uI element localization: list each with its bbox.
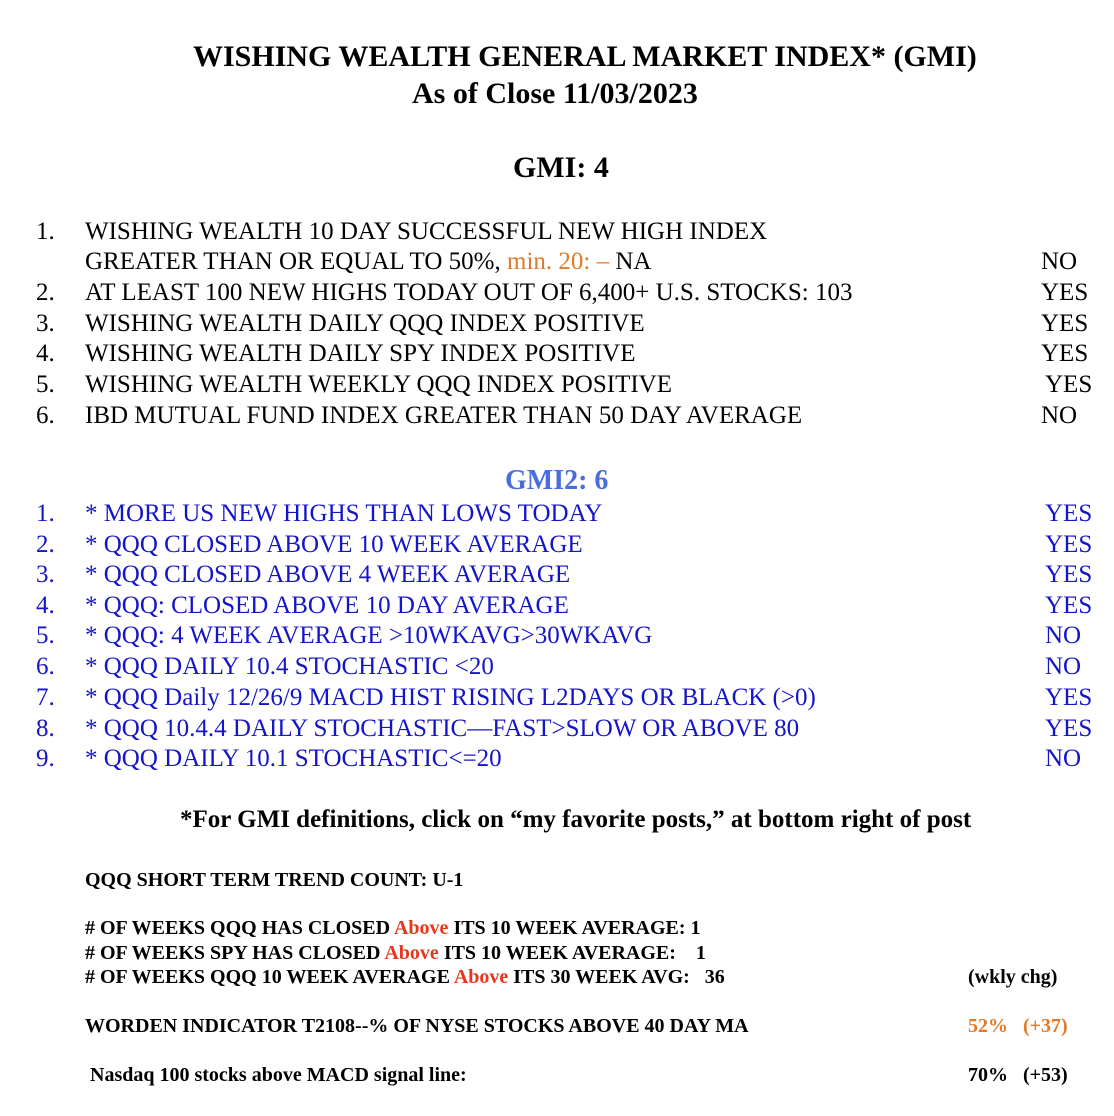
definitions-note: *For GMI definitions, click on “my favorite posts,” at bottom right of post (180, 806, 972, 833)
item-number: 6. (36, 402, 55, 429)
item-text: AT LEAST 100 NEW HIGHS TODAY OUT OF 6,400+ U.S. STOCKS: 103 (85, 279, 853, 306)
item-answer: NO (1041, 248, 1078, 275)
item-text: * QQQ CLOSED ABOVE 4 WEEK AVERAGE (85, 561, 571, 588)
item-answer: YES (1045, 500, 1093, 527)
list-item (0, 218, 1114, 248)
weeks-row-text-a: # OF WEEKS QQQ 10 WEEK AVERAGE (85, 966, 450, 988)
list-item (0, 371, 1114, 401)
item-text: WISHING WEALTH WEEKLY QQQ INDEX POSITIVE (85, 371, 672, 398)
weeks-row (85, 966, 725, 989)
item-text: * QQQ: CLOSED ABOVE 10 DAY AVERAGE (85, 592, 569, 619)
item-number: 6. (36, 653, 55, 680)
item-answer: NO (1045, 622, 1082, 649)
worden-label: WORDEN INDICATOR T2108--% OF NYSE STOCKS ABOVE 40 DAY MA (85, 1015, 749, 1037)
item-text: WISHING WEALTH 10 DAY SUCCESSFUL NEW HIGH INDEX (85, 218, 768, 245)
item-text-b: NA (615, 248, 652, 275)
item-text: WISHING WEALTH DAILY SPY INDEX POSITIVE (85, 340, 636, 367)
above-label: Above (384, 942, 439, 964)
item-number: 3. (36, 310, 55, 337)
list-item (0, 745, 1114, 775)
item-number: 7. (36, 684, 55, 711)
list-item (0, 592, 1114, 622)
item-answer: YES (1045, 371, 1093, 398)
item-text: IBD MUTUAL FUND INDEX GREATER THAN 50 DAY AVERAGE (85, 402, 803, 429)
list-item (0, 340, 1114, 370)
item-number: 5. (36, 622, 55, 649)
item-number: 1. (36, 500, 55, 527)
item-min: min. 20: – (507, 248, 610, 275)
trend-count: QQQ SHORT TERM TREND COUNT: U-1 (85, 869, 464, 891)
nasdaq-label: Nasdaq 100 stocks above MACD signal line: (90, 1064, 467, 1086)
nasdaq-value: 70% (+53) (968, 1064, 1068, 1086)
item-answer: YES (1041, 310, 1089, 337)
list-item (0, 684, 1114, 714)
item-number: 3. (36, 561, 55, 588)
item-answer: NO (1041, 402, 1078, 429)
weeks-row-text-b: ITS 10 WEEK AVERAGE: 1 (453, 917, 701, 939)
page-subtitle: As of Close 11/03/2023 (412, 77, 698, 110)
item-answer: YES (1045, 592, 1093, 619)
list-item (0, 279, 1114, 309)
weeks-row-text-a: # OF WEEKS SPY HAS CLOSED (85, 942, 381, 964)
item-number: 4. (36, 592, 55, 619)
above-label: Above (393, 917, 449, 939)
item-text: WISHING WEALTH DAILY QQQ INDEX POSITIVE (85, 310, 645, 337)
weekly-change-label: (wkly chg) (968, 966, 1058, 988)
list-item (0, 500, 1114, 530)
list-item (0, 653, 1114, 683)
item-answer: NO (1045, 745, 1082, 772)
list-item (0, 402, 1114, 432)
item-number: 2. (36, 531, 55, 558)
gmi-score: GMI: 4 (513, 151, 609, 184)
list-item (0, 531, 1114, 561)
item-text: * QQQ: 4 WEEK AVERAGE >10WKAVG>30WKAVG (85, 622, 653, 649)
item-number: 1. (36, 218, 55, 245)
item-answer: YES (1045, 561, 1093, 588)
list-item (0, 715, 1114, 745)
weeks-row (85, 942, 706, 965)
item-text: * QQQ DAILY 10.1 STOCHASTIC<=20 (85, 745, 502, 772)
page-title: WISHING WEALTH GENERAL MARKET INDEX* (GMI) (193, 40, 977, 73)
item-answer: YES (1041, 340, 1089, 367)
item-text: * QQQ CLOSED ABOVE 10 WEEK AVERAGE (85, 531, 583, 558)
item-number: 4. (36, 340, 55, 367)
item-answer: NO (1045, 653, 1082, 680)
list-item (0, 310, 1114, 340)
item-number: 5. (36, 371, 55, 398)
item-text: * MORE US NEW HIGHS THAN LOWS TODAY (85, 500, 603, 527)
worden-value: 52% (+37) (968, 1015, 1068, 1037)
weeks-row-text-b: ITS 30 WEEK AVG: 36 (513, 966, 725, 988)
list-item (0, 248, 1114, 278)
item-number: 8. (36, 715, 55, 742)
gmi2-score: GMI2: 6 (505, 465, 609, 496)
item-number: 2. (36, 279, 55, 306)
item-text: * QQQ DAILY 10.4 STOCHASTIC <20 (85, 653, 494, 680)
item-answer: YES (1045, 531, 1093, 558)
list-item (0, 622, 1114, 652)
item-answer: YES (1045, 684, 1093, 711)
item-text (85, 248, 651, 276)
weeks-row-text-b: ITS 10 WEEK AVERAGE: 1 (443, 942, 706, 964)
item-text-a: GREATER THAN OR EQUAL TO 50%, (85, 248, 501, 275)
item-text: * QQQ Daily 12/26/9 MACD HIST RISING L2DAYS OR BLACK (>0) (85, 684, 816, 711)
above-label: Above (453, 966, 509, 988)
list-item (0, 561, 1114, 591)
item-number: 9. (36, 745, 55, 772)
item-text: * QQQ 10.4.4 DAILY STOCHASTIC—FAST>SLOW OR ABOVE 80 (85, 715, 800, 742)
item-answer: YES (1045, 715, 1093, 742)
weeks-row (85, 917, 701, 940)
weeks-row-text-a: # OF WEEKS QQQ HAS CLOSED (85, 917, 391, 939)
item-answer: YES (1041, 279, 1089, 306)
